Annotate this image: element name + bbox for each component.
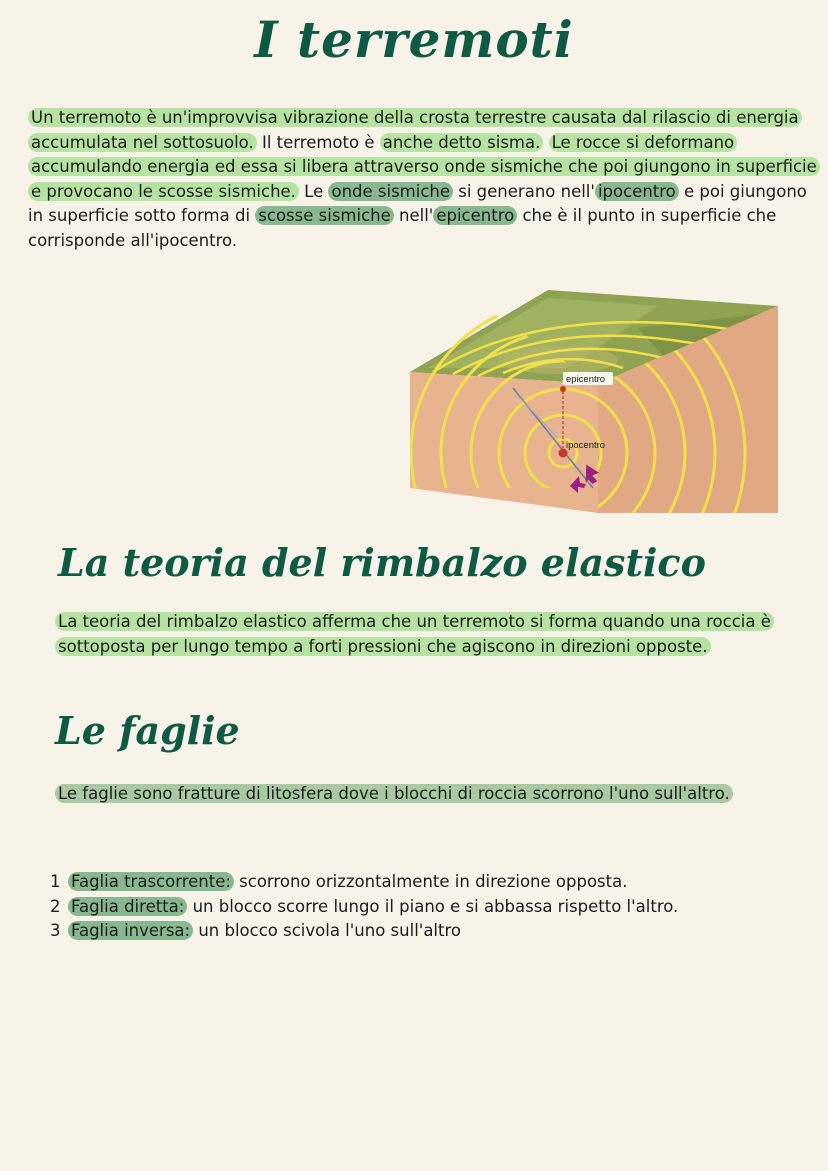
hypocenter-label: ipocentro <box>566 440 606 451</box>
list-item <box>50 895 730 920</box>
fault-term: Faglia trascorrente: <box>68 872 234 891</box>
item-number: 1 <box>50 872 61 891</box>
faults-heading: Le faglie <box>55 708 240 753</box>
intro-paragraph <box>28 106 818 254</box>
page-title: I terremoti <box>254 10 574 69</box>
intro-text-4e: che è il punto in superficie che corrisponde all'ipocentro. <box>28 206 777 250</box>
intro-sentence-2b: anche detto sisma. <box>380 133 544 152</box>
intro-sentence-2a: Il terremoto è <box>261 132 380 152</box>
item-number: 3 <box>50 921 61 940</box>
intro-text-4c: e poi giungono in superficie sotto forma di <box>28 181 807 226</box>
intro-sentence-3: Le rocce si deformano accumulando energia ed essa si libera attraverso onde sismiche che poi giungono in superficie e provocano le scosse sismiche. <box>28 133 820 201</box>
item-number: 2 <box>50 896 61 916</box>
fault-term: Faglia diretta: <box>68 897 187 916</box>
intro-text-4d: nell' <box>393 206 434 226</box>
keyword-onde-sismiche: onde sismiche <box>328 182 453 201</box>
fault-description: un blocco scivola l'uno sull'altro <box>193 921 462 940</box>
intro-sentence-1: Un terremoto è un'improvvisa vibrazione della crosta terrestre causata dal rilascio di energia accumulata nel sottosuolo. <box>28 108 802 152</box>
keyword-scosse-sismiche: scosse sismiche <box>255 206 393 225</box>
faults-definition <box>55 782 785 807</box>
epicenter-label: epicentro <box>566 374 606 385</box>
earthquake-block-diagram <box>408 288 778 516</box>
fault-description: scorrono orizzontalmente in direzione opposta. <box>233 872 628 891</box>
keyword-epicentro: epicentro <box>433 206 517 225</box>
fault-description: un blocco scorre lungo il piano e si abbassa rispetto l'altro. <box>187 896 679 916</box>
epicenter-dot <box>560 386 566 392</box>
fault-term: Faglia inversa: <box>68 921 193 940</box>
list-item <box>50 870 730 895</box>
fault-types-list <box>50 870 730 944</box>
intro-text-4b: si generano nell' <box>453 181 595 201</box>
list-item <box>50 919 730 944</box>
rebound-text: La teoria del rimbalzo elastico afferma che un terremoto si forma quando una roccia è sottoposta per lungo tempo a forti pressioni che agiscono in direzioni opposte. <box>55 612 774 656</box>
intro-text-4a: Le <box>298 181 329 201</box>
rebound-paragraph <box>55 610 795 659</box>
rebound-heading: La teoria del rimbalzo elastico <box>58 540 706 585</box>
keyword-ipocentro: ipocentro <box>595 182 679 201</box>
faults-definition-text: Le faglie sono fratture di litosfera dove i blocchi di roccia scorrono l'uno sull'altro. <box>55 784 733 803</box>
